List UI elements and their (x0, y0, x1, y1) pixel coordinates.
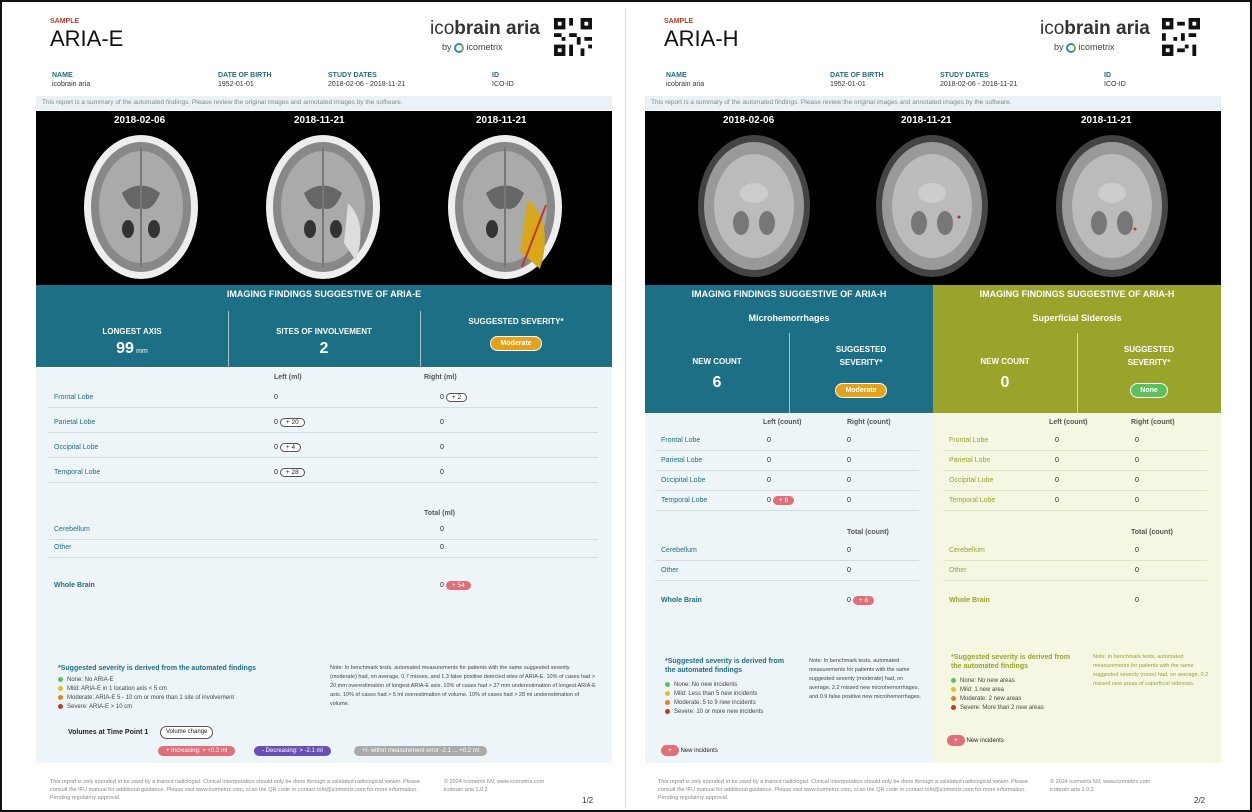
meta-id-value: ICO-ID (492, 81, 514, 88)
longest-axis-value: 99 (116, 340, 134, 357)
severity-badge: Moderate (490, 336, 541, 351)
table-row (943, 491, 1207, 511)
icometrix-logo-icon (454, 43, 464, 53)
whole-brain-value (440, 581, 471, 590)
severity-dot (951, 687, 956, 692)
severity-legend (951, 677, 1091, 713)
legend-item (951, 704, 1091, 713)
severity-badge: Moderate (835, 383, 886, 398)
benchmark-note: Note: In benchmark tests, automated measurements for patients with the same suggested severity (moderate) had, on average, 2.2 missed new microhemorrhages, and 0.9 false positive new microhemorrhages. (809, 658, 922, 700)
right-value: 0 (440, 444, 444, 451)
longest-axis-cell (36, 327, 228, 358)
qr-code-icon (554, 18, 592, 56)
left-value (274, 468, 305, 477)
mri-image-strip (645, 111, 1221, 285)
table-row (48, 463, 598, 483)
new-incidents-legend (661, 745, 718, 756)
row-label: Frontal Lobe (661, 437, 701, 444)
findings-title: IMAGING FINDINGS SUGGESTIVE OF ARIA-E (226, 289, 422, 299)
row-label: Whole Brain (54, 582, 95, 589)
col-left-header: Left (count) (763, 419, 802, 426)
longest-axis-label: LONGEST AXIS (102, 327, 162, 336)
microhemorrhages-region-table (645, 413, 933, 763)
aria-e-findings-header (36, 285, 612, 367)
brand-logo (430, 18, 540, 40)
table-row (48, 388, 598, 408)
legend-decreasing: - Decreasing: > -2.1 ml (254, 746, 331, 756)
severity-dot (665, 682, 670, 687)
table-row (655, 431, 919, 451)
change-chip: + 6 (853, 596, 874, 605)
table-row (48, 438, 598, 458)
legend-text: None: No new areas (960, 678, 1015, 684)
annotated-brain-scan-image (446, 133, 564, 281)
meta-name-value: icobrain aria (666, 81, 705, 88)
severity-dot (58, 695, 63, 700)
whole-brain-value: 0 (1135, 597, 1139, 604)
brain-scan-image (697, 133, 811, 279)
whole-brain-row (943, 591, 1207, 611)
col-right-header: Right (ml) (424, 374, 457, 381)
legend-text: Severe: 10 or more new incidents (674, 709, 764, 715)
page-number: 1/2 (582, 796, 594, 805)
right-value: 0 (1135, 457, 1139, 464)
row-label: Temporal Lobe (54, 469, 101, 476)
right-value: 0 (1135, 497, 1139, 504)
whole-brain-row (655, 591, 919, 611)
total-value: 0 (847, 547, 851, 554)
meta-id-label: ID (1104, 72, 1111, 79)
whole-brain-value-text: 0 (847, 597, 851, 604)
new-count-value: 6 (712, 374, 722, 391)
left-value: 0 (767, 437, 771, 444)
sites-cell (228, 327, 420, 358)
right-value: 0 (847, 497, 851, 504)
row-label: Occipital Lobe (949, 477, 994, 484)
severity-dot (951, 678, 956, 683)
brain-scan-image (875, 133, 989, 279)
scan-date-2: 2018-11-21 (294, 115, 345, 126)
sample-label: SAMPLE (50, 18, 80, 25)
report-page-aria-e (6, 8, 616, 808)
meta-study-dates-value: 2018-02-06 - 2018-11-21 (940, 81, 1018, 88)
qr-code-icon (1162, 18, 1200, 56)
legend-text: Mild: 1 new area (960, 687, 1005, 693)
superficial-siderosis-header (933, 285, 1221, 413)
new-count-label: NEW COUNT (980, 357, 1030, 366)
brand-company: icometrix (466, 42, 503, 52)
table-row (655, 561, 919, 581)
row-label: Parietal Lobe (54, 419, 96, 426)
row-label: Other (949, 567, 967, 574)
meta-name-value: icobrain aria (52, 81, 91, 88)
row-label: Occipital Lobe (661, 477, 706, 484)
new-incidents-label: New incidents (680, 748, 718, 754)
brand-logo (1040, 18, 1150, 40)
severity-dot (665, 700, 670, 705)
new-count-cell (645, 357, 789, 392)
severity-note-title: *Suggested severity is derived from the automated findings (951, 654, 1071, 670)
page-divider (625, 8, 626, 808)
severity-note-title: *Suggested severity is derived from the automated findings (58, 665, 256, 672)
right-value: 0 (847, 437, 851, 444)
icometrix-logo-icon (1066, 43, 1076, 53)
left-value-text: 0 (274, 469, 278, 476)
scan-date-1: 2018-02-06 (114, 115, 166, 126)
col-total-header: Total (count) (847, 529, 889, 536)
severity-dot (58, 704, 63, 709)
legend-text: Mild: Less than 5 new incidents (674, 691, 758, 697)
whole-brain-value (847, 596, 874, 605)
severity-dot (951, 705, 956, 710)
longest-axis-unit: mm (136, 348, 148, 355)
legend-text: Moderate: 5 to 9 new incidents (674, 700, 756, 706)
sample-label: SAMPLE (664, 18, 694, 25)
brand-by (1054, 42, 1115, 53)
volumes-label: Volumes at Time Point 1 (68, 729, 149, 736)
microhemorrhages-title: Microhemorrhages (748, 313, 830, 323)
col-total-header: Total (ml) (424, 510, 455, 517)
row-label: Parietal Lobe (949, 457, 991, 464)
severity-dot (58, 677, 63, 682)
change-chip: + 28 (280, 468, 305, 477)
change-chip: + 20 (280, 418, 305, 427)
meta-study-dates-label: STUDY DATES (940, 72, 989, 79)
table-row (48, 413, 598, 433)
legend-item (665, 699, 805, 708)
row-label: Occipital Lobe (54, 444, 99, 451)
legend-within-error: +/- within measurement error -2.1 ... +0.2 ml (354, 746, 487, 756)
meta-dob-label: DATE OF BIRTH (830, 72, 884, 79)
legend-item (665, 690, 805, 699)
summary-notice: This report is a summary of the automated findings. Please review the original images and annotated images by the software. (645, 96, 1221, 110)
brand-prefix: ico (1040, 18, 1065, 39)
table-row (655, 451, 919, 471)
right-value: 0 (1135, 437, 1139, 444)
meta-id-value: ICO-ID (1104, 81, 1126, 88)
left-value: 0 (1055, 457, 1059, 464)
whole-brain-value-text: 0 (440, 582, 444, 589)
severity-dot (665, 709, 670, 714)
annotated-brain-scan-image (1055, 133, 1169, 279)
right-value: 0 (847, 477, 851, 484)
col-total-header: Total (count) (1131, 529, 1173, 536)
table-row (655, 471, 919, 491)
col-right-header: Right (count) (1131, 419, 1175, 426)
total-value: 0 (440, 544, 444, 551)
page-footer-copyright: © 2024 icometrix NV, www.icometrix.com icobrain aria 1.0.2 (1050, 779, 1151, 793)
page-footer-disclaimer: This report is only intended to be used by a trained radiologist. Clinical interpretation should only be done through a validated radiological viewer. Please consult the IFU manual for additional guidance. Please visit www.icometrix.com, scan the QR code or contact info@icometrix.com for more information. Pending regulatory approval. (50, 779, 420, 801)
left-value-text: 0 (274, 444, 278, 451)
legend-text: Severe: More than 2 new areas (960, 705, 1044, 711)
report-page-aria-h (640, 8, 1250, 808)
table-row (943, 561, 1207, 581)
mri-image-strip (36, 111, 612, 285)
new-incidents-label: New incidents (966, 738, 1004, 744)
scan-date-2: 2018-11-21 (901, 115, 952, 126)
severity-label: SUGGESTED SEVERITY* (468, 317, 564, 326)
total-value: 0 (1135, 547, 1139, 554)
meta-dob-label: DATE OF BIRTH (218, 72, 272, 79)
col-right-header: Right (count) (847, 419, 891, 426)
severity-legend (58, 676, 318, 712)
new-count-label: NEW COUNT (692, 357, 742, 366)
meta-id-label: ID (492, 72, 499, 79)
severity-badge: None (1130, 383, 1168, 398)
legend-text: Moderate: ARIA-E 5 - 10 cm or more than 1 site of involvement (67, 695, 235, 701)
left-value-text: 0 (274, 419, 278, 426)
row-label: Temporal Lobe (661, 497, 708, 504)
severity-cell (1077, 343, 1221, 398)
meta-study-dates-label: STUDY DATES (328, 72, 377, 79)
page-title: ARIA-H (664, 26, 739, 51)
table-row (943, 431, 1207, 451)
right-value: 0 (1135, 477, 1139, 484)
brand-by-word: by (442, 42, 452, 52)
severity-note-title: *Suggested severity is derived from the automated findings (665, 658, 785, 674)
legend-item (665, 708, 805, 717)
left-value (274, 418, 305, 427)
table-row (48, 538, 598, 558)
new-incidents-chip: + (661, 745, 679, 756)
right-value: 0 (440, 419, 444, 426)
total-value: 0 (440, 526, 444, 533)
left-value (767, 496, 794, 505)
severity-legend (665, 681, 805, 717)
left-value-text: 0 (767, 497, 771, 504)
meta-name-label: NAME (666, 72, 687, 79)
volume-change-chip: Volume change (160, 726, 213, 739)
scan-date-1: 2018-02-06 (723, 115, 775, 126)
brand-prefix: ico (430, 18, 455, 39)
summary-notice: This report is a summary of the automated findings. Please review the original images and annotated images by the software. (36, 96, 612, 110)
brand-by-word: by (1054, 42, 1064, 52)
meta-name-label: NAME (52, 72, 73, 79)
left-value (274, 443, 301, 452)
brain-scan-image (264, 133, 382, 281)
table-row (48, 520, 598, 540)
severity-label: SUGGESTED SEVERITY* (1123, 345, 1175, 367)
severity-label: SUGGESTED SEVERITY* (835, 345, 887, 367)
brand-company: icometrix (1078, 42, 1115, 52)
row-label: Cerebellum (949, 547, 985, 554)
severity-cell (789, 343, 933, 398)
change-chip: + 54 (446, 581, 471, 590)
change-chip: + 6 (773, 496, 794, 505)
new-count-value: 0 (1000, 374, 1010, 391)
row-label: Frontal Lobe (54, 394, 94, 401)
page-title: ARIA-E (50, 26, 124, 51)
legend-text: Severe: ARIA-E > 10 cm (67, 704, 133, 710)
severity-dot (665, 691, 670, 696)
right-value: 0 (847, 457, 851, 464)
sites-value: 2 (319, 340, 329, 357)
legend-item (951, 686, 1091, 695)
legend-item (951, 677, 1091, 686)
total-value: 0 (847, 567, 851, 574)
row-label: Other (54, 544, 72, 551)
sites-label: SITES OF INVOLVEMENT (276, 327, 372, 336)
severity-cell (420, 317, 612, 351)
row-label: Temporal Lobe (949, 497, 996, 504)
table-row (655, 541, 919, 561)
new-count-cell (933, 357, 1077, 392)
page-footer-copyright: © 2024 icometrix NV, www.icometrix.com icobrain aria 1.0.2 (444, 779, 545, 793)
table-row (943, 451, 1207, 471)
right-value: 0 (440, 469, 444, 476)
severity-dot (951, 696, 956, 701)
legend-item (665, 681, 805, 690)
aria-e-region-table (36, 368, 612, 763)
findings-title: IMAGING FINDINGS SUGGESTIVE OF ARIA-H (691, 289, 887, 299)
page-number: 2/2 (1194, 796, 1206, 805)
left-value: 0 (274, 394, 278, 401)
left-value: 0 (767, 457, 771, 464)
row-label: Other (661, 567, 679, 574)
table-row (655, 491, 919, 511)
meta-study-dates-value: 2018-02-06 - 2018-11-21 (328, 81, 406, 88)
table-row (943, 541, 1207, 561)
meta-dob-value: 1952-01-01 (218, 81, 254, 88)
left-value: 0 (767, 477, 771, 484)
change-chip: + 2 (446, 393, 467, 402)
legend-increasing: + Increasing: > +0.2 ml (158, 746, 235, 756)
brand-name: brain aria (454, 18, 540, 39)
meta-dob-value: 1952-01-01 (830, 81, 866, 88)
legend-text: Mild: ARIA-E in 1 location axis < 5 cm (67, 686, 167, 692)
benchmark-note: Note: In benchmark tests, automated measurements for patients with the same suggested severity (none) had, on average, 0.2 missed new areas of superficial siderosis. (1093, 654, 1209, 687)
page-footer-disclaimer: This report is only intended to be used by a trained radiologist. Clinical interpretation should only be done through a validated radiological viewer. Please consult the IFU manual for additional guidance. Please visit www.icometrix.com, scan the QR code or contact info@icometrix.com for more information. Pending regulatory approval. (658, 779, 1028, 801)
row-label: Cerebellum (661, 547, 697, 554)
legend-text: Moderate: 2 new areas (960, 696, 1022, 702)
row-label: Frontal Lobe (949, 437, 989, 444)
scan-date-3: 2018-11-21 (1081, 115, 1132, 126)
legend-item (58, 676, 318, 685)
change-chip: + 4 (280, 443, 301, 452)
row-label: Parietal Lobe (661, 457, 703, 464)
table-row (943, 471, 1207, 491)
left-value: 0 (1055, 477, 1059, 484)
new-incidents-chip: + (947, 735, 965, 746)
legend-text: None: No ARIA-E (67, 677, 114, 683)
legend-item (58, 703, 318, 712)
legend-item (58, 685, 318, 694)
legend-item (58, 694, 318, 703)
left-value: 0 (1055, 437, 1059, 444)
severity-dot (58, 686, 63, 691)
benchmark-note: Note: In benchmark tests, automated measurements for patients with the same suggested severity (moderate) had, on average, 0.7 misses, and 1.3 false positive detected sites of ARIA-E. 10% of cases had > 20 mm overestimation of longest ARIA-E axis. 10% of cases had > 27 mm underestimation of longest ARIA-E axis. 10% of cases had > 5 ml overestimation of volume. 10% of cases had > 28 ml underestimation of volume. (330, 665, 596, 707)
legend-text: None: No new incidents (674, 682, 738, 688)
left-value: 0 (1055, 497, 1059, 504)
row-label: Whole Brain (661, 597, 702, 604)
scan-date-3: 2018-11-21 (476, 115, 527, 126)
col-left-header: Left (ml) (274, 374, 302, 381)
microhemorrhages-header (645, 285, 933, 413)
brand-name: brain aria (1064, 18, 1150, 39)
total-value: 0 (1135, 567, 1139, 574)
brain-scan-image (82, 133, 200, 281)
row-label: Whole Brain (949, 597, 990, 604)
col-left-header: Left (count) (1049, 419, 1088, 426)
whole-brain-row (48, 576, 598, 596)
right-value-text: 0 (440, 394, 444, 401)
legend-item (951, 695, 1091, 704)
findings-title: IMAGING FINDINGS SUGGESTIVE OF ARIA-H (979, 289, 1175, 299)
row-label: Cerebellum (54, 526, 90, 533)
superficial-siderosis-region-table (933, 413, 1221, 763)
new-incidents-legend (947, 735, 1004, 746)
superficial-siderosis-title: Superficial Siderosis (1032, 313, 1122, 323)
brand-by (442, 42, 503, 53)
right-value (440, 393, 467, 402)
